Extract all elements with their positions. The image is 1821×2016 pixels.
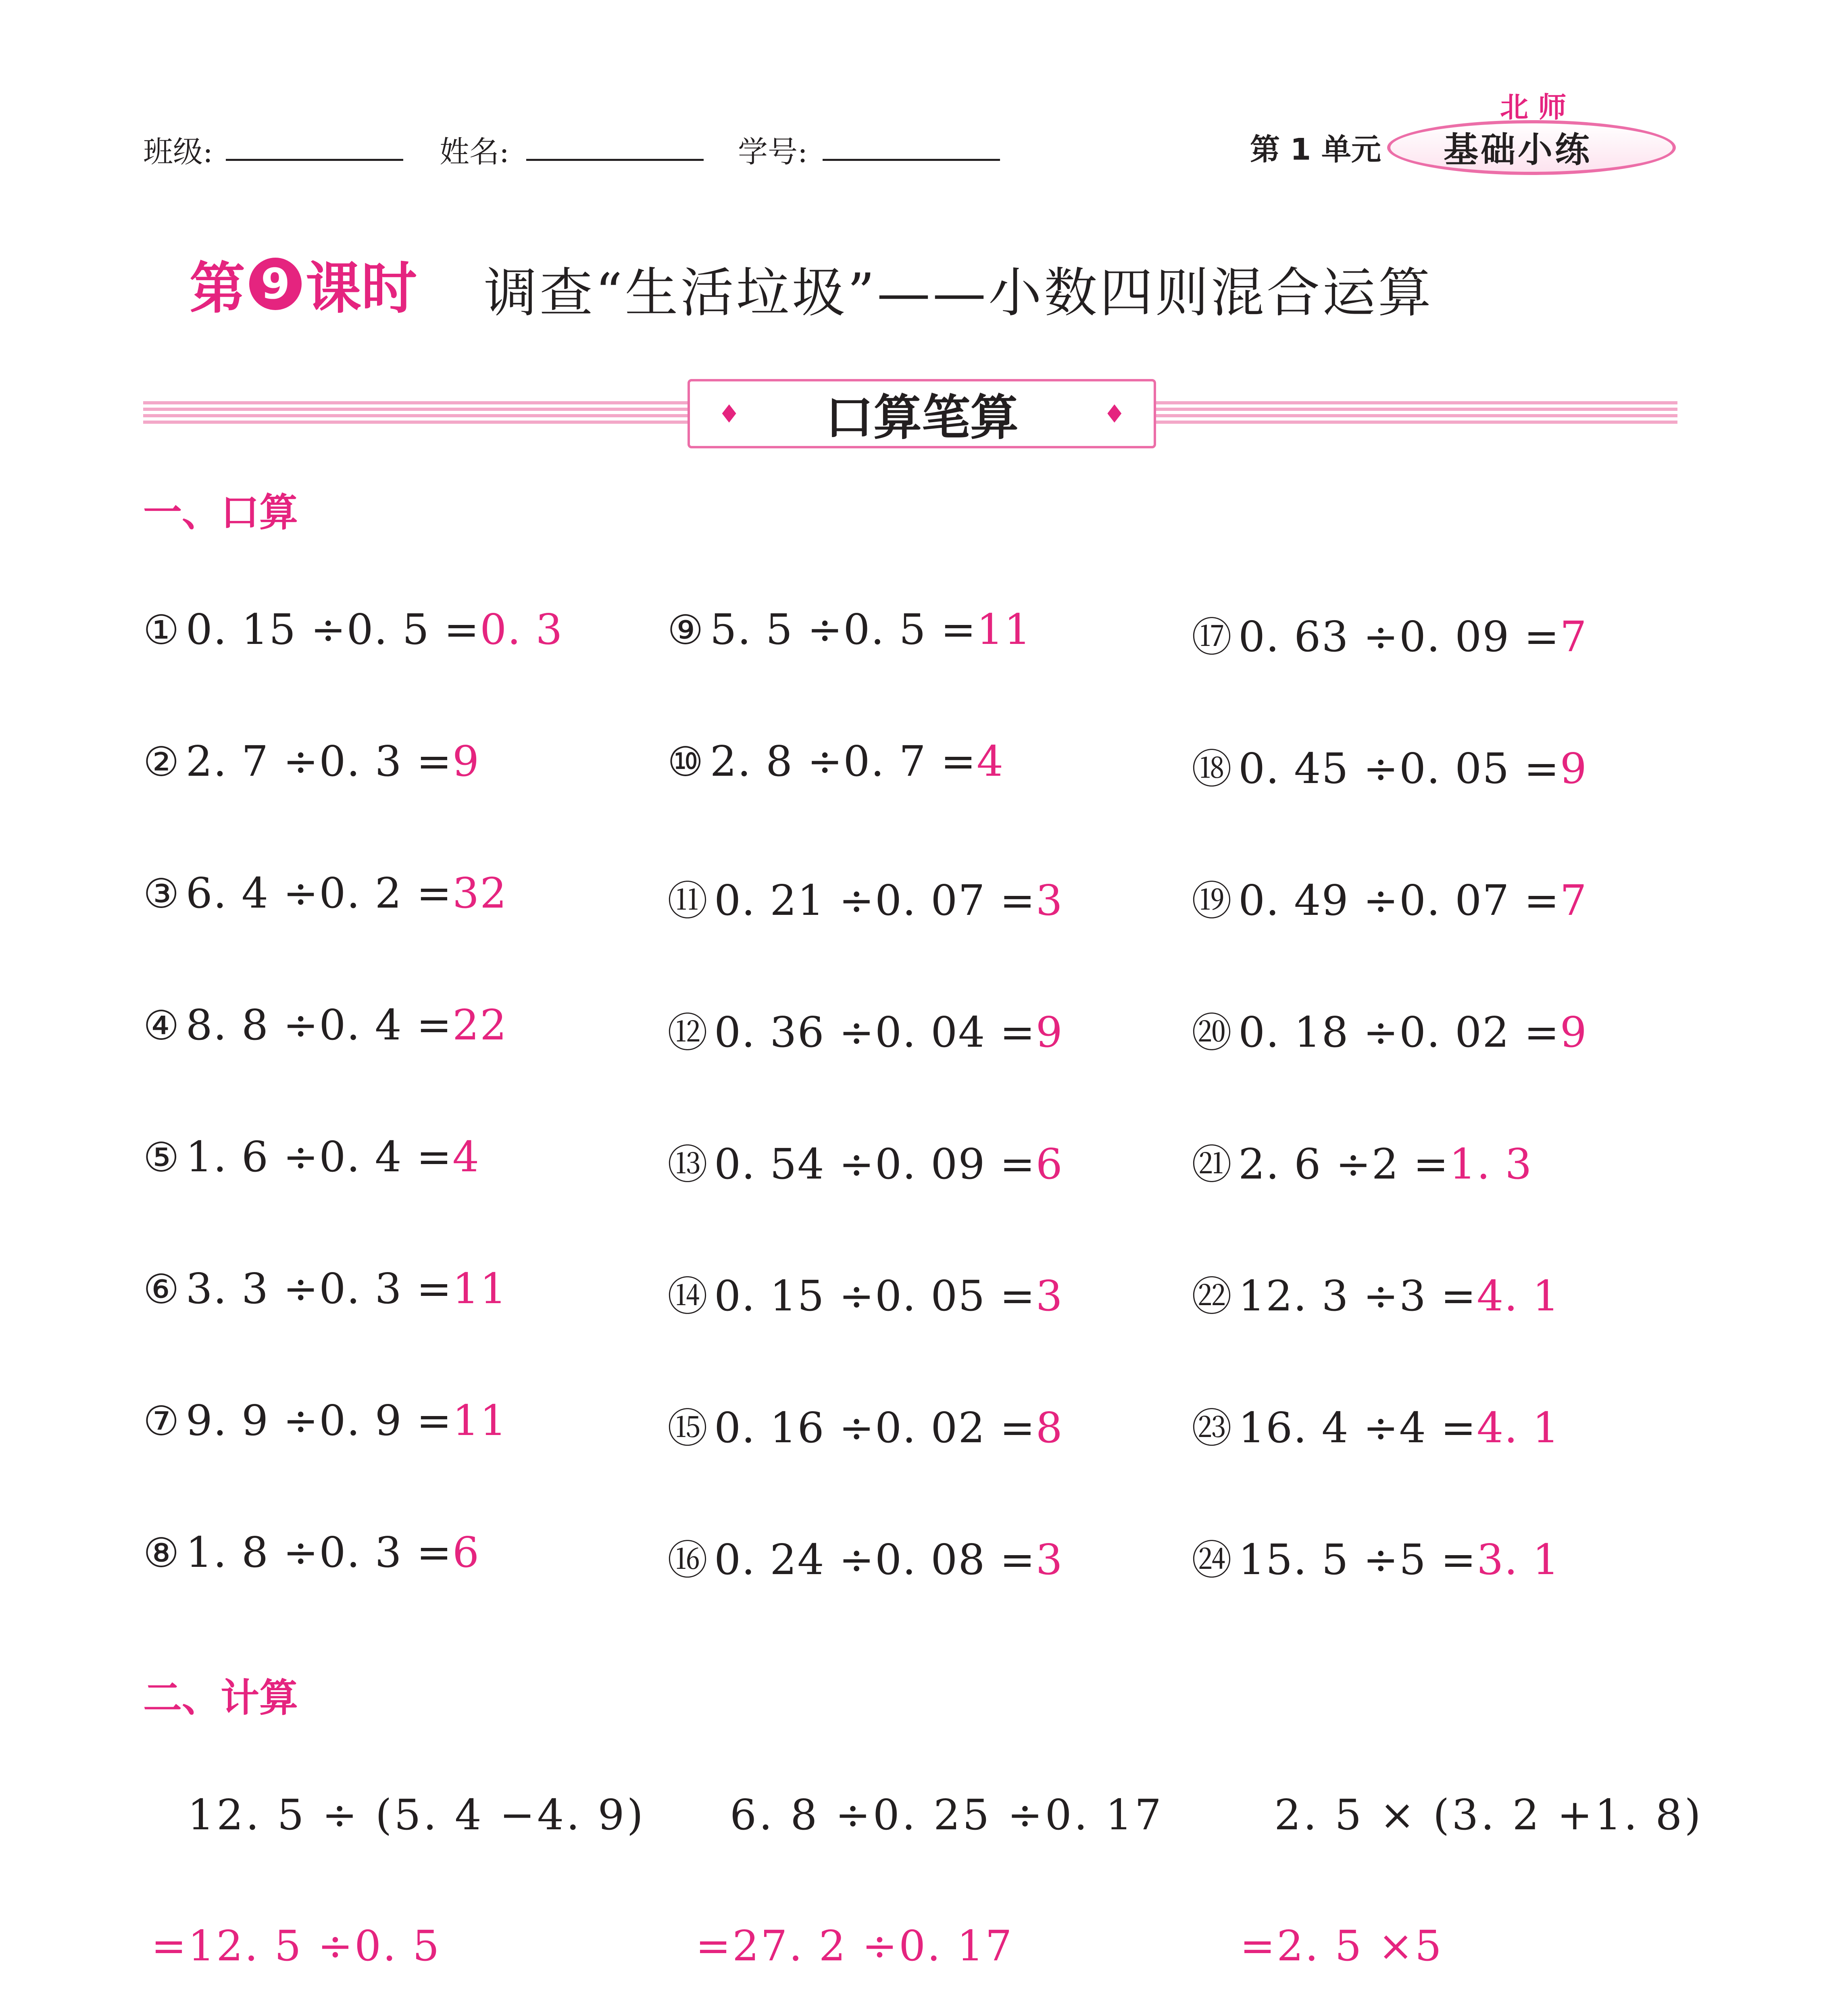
oral-problem xyxy=(143,1264,507,1313)
problem-number: ⑫ xyxy=(667,1009,708,1056)
section2-title: 二、计算 xyxy=(143,1675,298,1720)
problem-number: ③ xyxy=(143,870,180,917)
problem-answer: 6 xyxy=(1036,1139,1063,1189)
oral-problem xyxy=(143,605,563,654)
problem-answer: 22 xyxy=(452,1000,508,1050)
oral-problem xyxy=(1192,1528,1560,1586)
problem-expression: 2. 7 ÷0. 3 = xyxy=(185,737,452,786)
name-label: 姓名: xyxy=(440,135,509,169)
problem-expression: 0. 18 ÷0. 02 = xyxy=(1238,1008,1560,1057)
oral-problem xyxy=(667,1396,1063,1454)
calc-expression: 6. 8 ÷0. 25 ÷0. 17 xyxy=(730,1790,1164,1839)
problem-number: ② xyxy=(143,738,180,785)
problem-expression: 0. 21 ÷0. 07 = xyxy=(714,876,1036,925)
section-band-title: 口算笔算 xyxy=(825,390,1019,446)
lesson-title: 调查“生活垃圾”——小数四则混合运算 xyxy=(484,262,1433,324)
problem-answer: 32 xyxy=(452,868,508,918)
problem-number: ㉓ xyxy=(1192,1405,1233,1452)
problem-answer: 9 xyxy=(1560,1008,1588,1057)
problem-answer: 7 xyxy=(1560,612,1588,661)
problem-number: ⑨ xyxy=(667,606,704,654)
problem-answer: 9 xyxy=(1560,744,1588,793)
problem-number: ⑬ xyxy=(667,1141,708,1188)
calc-step: =2. 5 ×5 xyxy=(1240,1921,1443,1970)
problem-answer: 9 xyxy=(452,737,480,786)
oral-problem xyxy=(1192,1132,1532,1190)
problem-number: ⑪ xyxy=(667,877,708,925)
diamond-icon: ♦ xyxy=(718,399,740,429)
lesson-suffix: 课时 xyxy=(306,256,417,321)
oral-problem xyxy=(143,737,480,786)
unit-label: 第 1 单元 xyxy=(1250,132,1381,167)
problem-answer: 3 xyxy=(1036,1271,1063,1320)
problem-answer: 11 xyxy=(976,605,1032,654)
class-field-line[interactable] xyxy=(226,159,403,161)
problem-expression: 2. 8 ÷0. 7 = xyxy=(710,737,977,786)
oral-problem xyxy=(667,868,1063,927)
oral-problem xyxy=(667,737,1004,786)
problem-expression: 15. 5 ÷5 = xyxy=(1238,1535,1477,1584)
class-label: 班级: xyxy=(143,135,213,169)
lesson-prefix: 第 xyxy=(190,256,246,321)
oral-problem xyxy=(143,1000,507,1050)
oral-problem xyxy=(667,1132,1063,1190)
problem-number: ⑩ xyxy=(667,738,704,785)
problem-number: ㉑ xyxy=(1192,1141,1233,1188)
calc-expression: 2. 5 × (3. 2 +1. 8) xyxy=(1274,1790,1703,1839)
problem-expression: 0. 15 ÷0. 5 = xyxy=(185,605,480,654)
problem-answer: 4 xyxy=(452,1132,480,1181)
problem-expression: 0. 63 ÷0. 09 = xyxy=(1238,612,1560,661)
problem-number: ⑰ xyxy=(1192,614,1233,661)
problem-answer: 4 xyxy=(976,737,1004,786)
problem-number: ⑦ xyxy=(143,1397,180,1445)
problem-number: ⑥ xyxy=(143,1266,180,1313)
problem-expression: 0. 16 ÷0. 02 = xyxy=(714,1403,1036,1452)
oral-problem xyxy=(667,605,1031,654)
oral-problem xyxy=(1192,1396,1560,1454)
problem-answer: 1. 3 xyxy=(1449,1139,1533,1189)
oral-problem xyxy=(143,1132,480,1181)
problem-answer: 6 xyxy=(452,1528,480,1577)
calc-step: =27. 2 ÷0. 17 xyxy=(696,1921,1014,1970)
problem-expression: 1. 6 ÷0. 4 = xyxy=(185,1132,452,1181)
calc-expression: 12. 5 ÷ (5. 4 −4. 9) xyxy=(188,1790,646,1839)
problem-answer: 7 xyxy=(1560,876,1588,925)
brand-series-name: 基础小练 xyxy=(1444,130,1592,170)
problem-number: ㉔ xyxy=(1192,1537,1233,1584)
oral-problem xyxy=(667,1528,1063,1586)
section-band-label xyxy=(688,379,1156,448)
problem-answer: 8 xyxy=(1036,1403,1063,1452)
problem-expression: 8. 8 ÷0. 4 = xyxy=(185,1000,452,1050)
name-field-line[interactable] xyxy=(526,159,704,161)
problem-expression: 0. 49 ÷0. 07 = xyxy=(1238,876,1560,925)
brand-publisher: 北 师 xyxy=(1500,91,1567,124)
oral-problem xyxy=(667,1264,1063,1322)
problem-expression: 12. 3 ÷3 = xyxy=(1238,1271,1477,1320)
problem-answer: 9 xyxy=(1036,1008,1063,1057)
oral-problem xyxy=(1192,737,1588,795)
oral-problem xyxy=(1192,1264,1560,1322)
problem-number: ㉒ xyxy=(1192,1273,1233,1320)
problem-answer: 0. 3 xyxy=(480,605,563,654)
problem-expression: 2. 6 ÷2 = xyxy=(1238,1139,1450,1189)
problem-number: ⑮ xyxy=(667,1405,708,1452)
oral-problem xyxy=(1192,605,1588,663)
diamond-icon: ♦ xyxy=(1103,399,1126,429)
problem-number: ⑭ xyxy=(667,1273,708,1320)
oral-problem xyxy=(143,1396,507,1445)
problem-expression: 0. 36 ÷0. 04 = xyxy=(714,1008,1036,1057)
problem-expression: 1. 8 ÷0. 3 = xyxy=(185,1528,452,1577)
problem-expression: 5. 5 ÷0. 5 = xyxy=(710,605,977,654)
calc-step: =12. 5 ÷0. 5 xyxy=(151,1921,441,1970)
problem-number: ① xyxy=(143,606,180,654)
problem-expression: 0. 54 ÷0. 09 = xyxy=(714,1139,1036,1189)
problem-number: ④ xyxy=(143,1002,180,1049)
oral-problem xyxy=(143,1528,480,1577)
problem-answer: 3. 1 xyxy=(1477,1535,1560,1584)
section1-title: 一、口算 xyxy=(143,490,298,535)
oral-problem xyxy=(1192,1000,1588,1058)
oral-problem xyxy=(667,1000,1063,1058)
oral-problem xyxy=(143,868,507,918)
problem-answer: 3 xyxy=(1036,1535,1063,1584)
problem-expression: 9. 9 ÷0. 9 = xyxy=(185,1396,452,1445)
problem-expression: 0. 15 ÷0. 05 = xyxy=(714,1271,1036,1320)
student-number-field-line[interactable] xyxy=(823,159,1000,161)
problem-answer: 4. 1 xyxy=(1477,1271,1560,1320)
problem-number: ⑲ xyxy=(1192,877,1233,925)
problem-number: ⑳ xyxy=(1192,1009,1233,1056)
problem-expression: 3. 3 ÷0. 3 = xyxy=(185,1264,452,1313)
problem-number: ⑯ xyxy=(667,1537,708,1584)
oral-problem xyxy=(1192,868,1588,927)
lesson-number-badge: 9 xyxy=(249,258,302,310)
problem-expression: 16. 4 ÷4 = xyxy=(1238,1403,1477,1452)
problem-expression: 6. 4 ÷0. 2 = xyxy=(185,868,452,918)
problem-expression: 0. 45 ÷0. 05 = xyxy=(1238,744,1560,793)
problem-answer: 11 xyxy=(452,1264,508,1313)
problem-answer: 3 xyxy=(1036,876,1063,925)
problem-number: ⑤ xyxy=(143,1134,180,1181)
student-number-label: 学号: xyxy=(738,135,808,169)
problem-expression: 0. 24 ÷0. 08 = xyxy=(714,1535,1036,1584)
problem-number: ⑧ xyxy=(143,1529,180,1577)
problem-answer: 11 xyxy=(452,1396,508,1445)
problem-answer: 4. 1 xyxy=(1477,1403,1560,1452)
lesson-tag xyxy=(190,244,417,324)
problem-number: ⑱ xyxy=(1192,746,1233,793)
